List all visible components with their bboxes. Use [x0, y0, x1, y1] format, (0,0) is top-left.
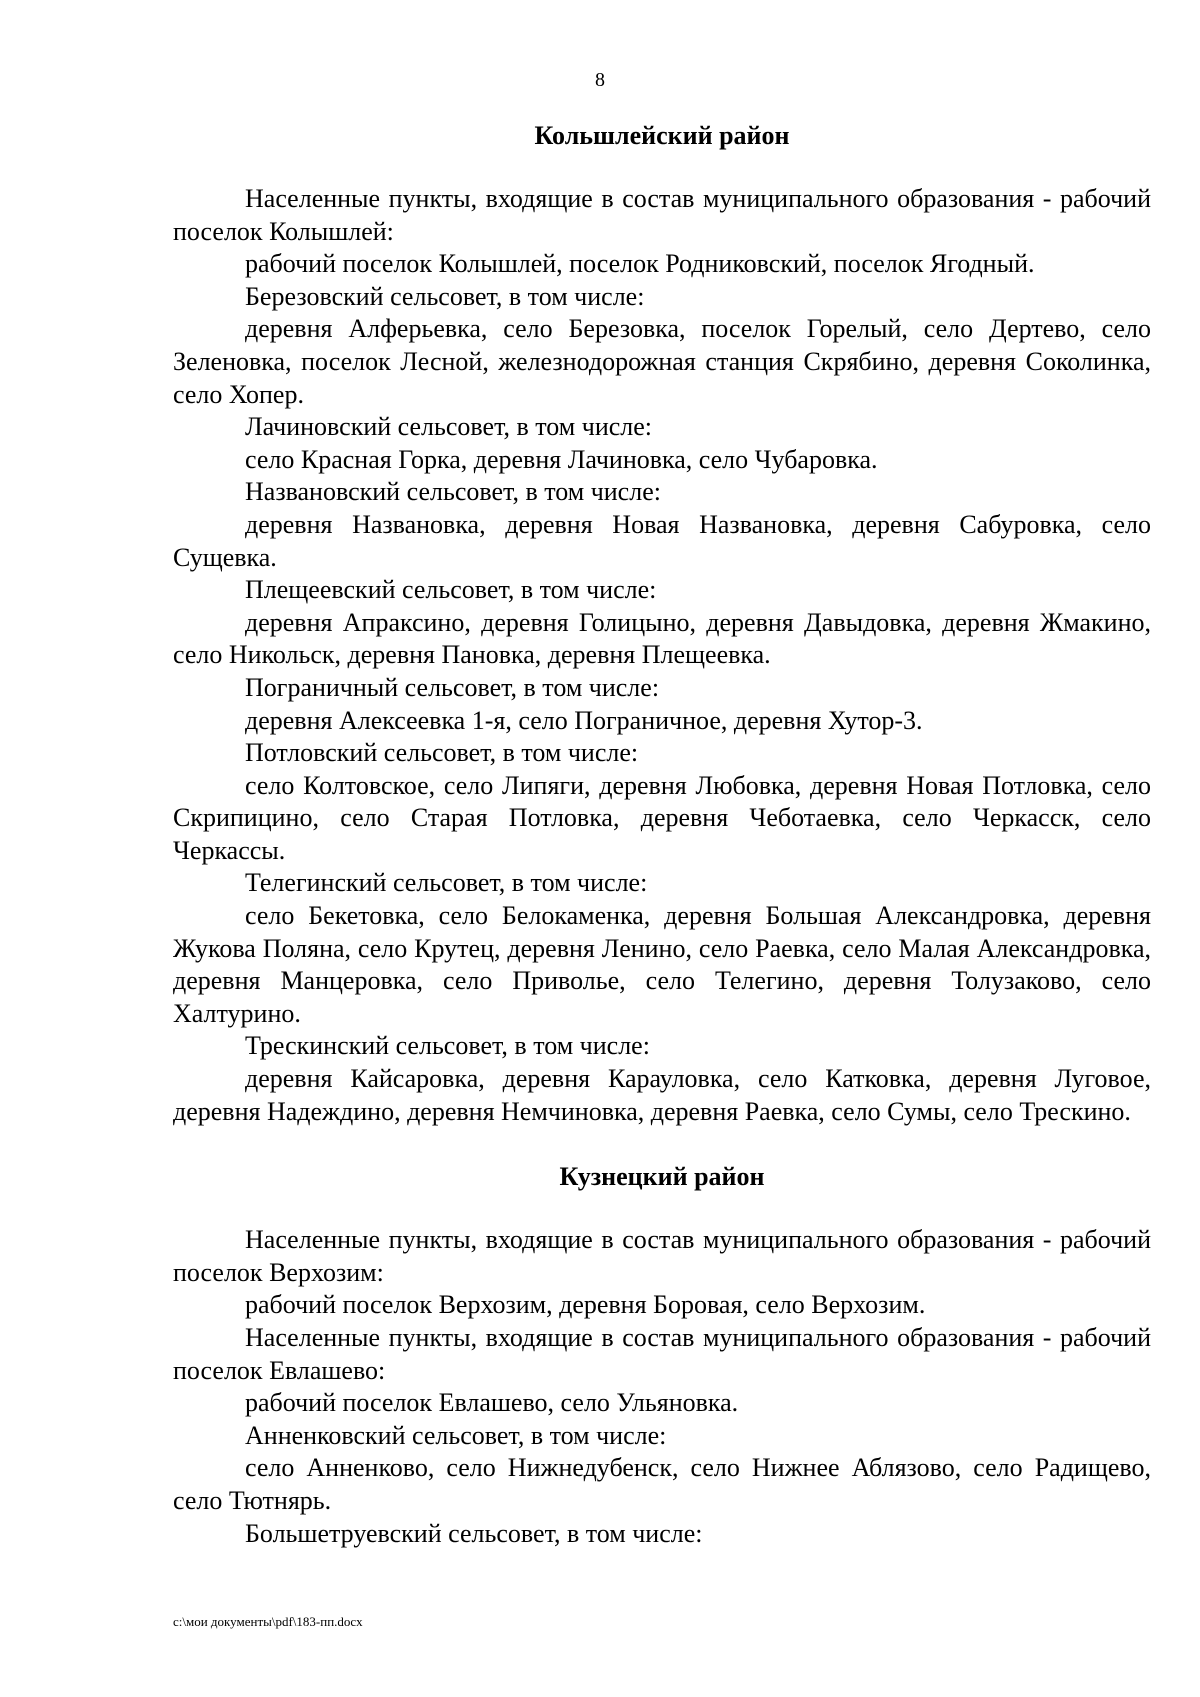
- paragraph: село Колтовское, село Липяги, деревня Любовка, деревня Новая Потловка, село Скрипицино, село Старая Потловка, деревня Чеботаевка, село Черкасск, село Черкассы.: [173, 770, 1151, 865]
- section-title-kolyshley: Кольшлейский район: [534, 121, 790, 150]
- paragraph: рабочий поселок Евлашево, село Ульяновка.: [245, 1388, 739, 1418]
- footer-file-path: c:\мои документы\pdf\183-пп.docx: [173, 1614, 363, 1629]
- paragraph: село Анненково, село Нижнедубенск, село Нижнее Аблязово, село Радищево, село Тютнярь.: [173, 1453, 1151, 1515]
- paragraph: Трескинский сельсовет, в том числе:: [245, 1031, 650, 1061]
- paragraph: Лачиновский сельсовет, в том числе:: [245, 412, 653, 442]
- paragraph: деревня Кайсаровка, деревня Карауловка, село Катковка, деревня Луговое, деревня Надеждино, деревня Немчиновка, деревня Раевка, село Сумы, село Трескино.: [173, 1064, 1151, 1126]
- paragraph: Названовский сельсовет, в том числе:: [245, 477, 661, 507]
- paragraph: Пограничный сельсовет, в том числе:: [245, 672, 660, 702]
- page-number: 8: [595, 69, 605, 91]
- paragraph: деревня Алферьевка, село Березовка, поселок Горелый, село Дертево, село Зеленовка, поселок Лесной, железнодорожная станция Скрябино, деревня Соколинка, село Хопер.: [173, 314, 1151, 409]
- document-body: [173, 120, 1151, 1550]
- paragraph: село Красная Горка, деревня Лачиновка, село Чубаровка.: [245, 444, 878, 474]
- paragraph: деревня Названовка, деревня Новая Названовка, деревня Сабуровка, село Сущевка.: [173, 509, 1151, 572]
- paragraph: Населенные пункты, входящие в состав муниципального образования - рабочий поселок Верхозим:: [173, 1225, 1151, 1287]
- paragraph: Населенные пункты, входящие в состав муниципального образования - рабочий поселок Евлашево:: [173, 1323, 1151, 1385]
- paragraph: село Бекетовка, село Белокаменка, деревня Большая Александровка, деревня Жукова Поляна, село Крутец, деревня Ленино, село Раевка, село Малая Александровка, деревня Манцеровка, село Приволье, село Телегино, деревня Толузаково, село Халтурино.: [173, 901, 1151, 1028]
- paragraph: Плещеевский сельсовет, в том числе:: [245, 575, 657, 605]
- paragraph: Потловский сельсовет, в том числе:: [245, 738, 639, 768]
- paragraph: Населенные пункты, входящие в состав муниципального образования - рабочий поселок Колышлей:: [173, 184, 1151, 246]
- paragraph: рабочий поселок Колышлей, поселок Родниковский, поселок Ягодный.: [245, 249, 1035, 279]
- section-title-kuznetsk: Кузнецкий район: [559, 1162, 765, 1192]
- paragraph: Большетруевский сельсовет, в том числе:: [245, 1518, 703, 1548]
- paragraph: Телегинский сельсовет, в том числе:: [245, 868, 648, 898]
- paragraph: рабочий поселок Верхозим, деревня Боровая, село Верхозим.: [245, 1290, 926, 1320]
- paragraph: деревня Апраксино, деревня Голицыно, деревня Давыдовка, деревня Жмакино, село Никольск, деревня Пановка, деревня Плещеевка.: [173, 607, 1151, 670]
- paragraph: Анненковский сельсовет, в том числе:: [245, 1420, 667, 1450]
- paragraph: Березовский сельсовет, в том числе:: [245, 281, 645, 311]
- paragraph: деревня Алексеевка 1-я, село Пограничное, деревня Хутор-3.: [245, 705, 923, 735]
